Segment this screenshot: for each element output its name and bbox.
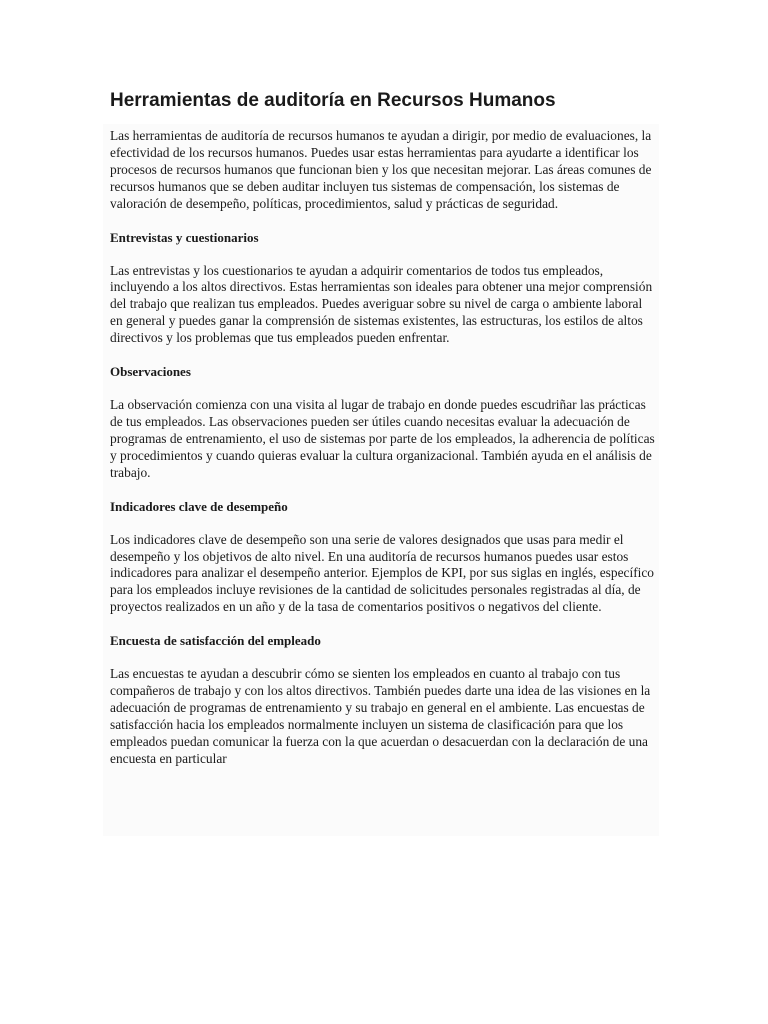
document-title: Herramientas de auditoría en Recursos Humanos <box>110 90 556 111</box>
section-body-interviews: Las entrevistas y los cuestionarios te ayudan a adquirir comentarios de todos tus empleados, incluyendo a los altos directivos. Estas herramientas son ideales para obtener una mejor comprensión del trabajo que realizan tus empleados. Puedes averiguar sobre su nivel de carga o ambiente laboral en general y puedes ganar la comprensión de sistemas existentes, las estructuras, los estilos de altos directivos y los problemas que tus empleados pueden enfrentar. <box>110 262 653 346</box>
section-body-kpi: Los indicadores clave de desempeño son una serie de valores designados que usas para medir el desempeño y los objetivos de alto nivel. En una auditoría de recursos humanos puedes usar estos indicadores para analizar el desempeño anterior. Ejemplos de KPI, por sus siglas en inglés, específico para los empleados incluye revisiones de la cantidad de solicitudes personales registradas al día, de proyectos realizados en un año y de la tasa de comentarios positivos o negativos del cliente. <box>110 531 655 615</box>
section-body-observations: La observación comienza con una visita al lugar de trabajo en donde puedes escudriñar las prácticas de tus empleados. Las observaciones pueden ser útiles cuando necesitas evaluar la adecuación de programas de entrenamiento, el uso de sistemas por parte de los empleados, la adherencia de políticas y procedimientos y cuando quieras evaluar la cultura organizacional. También ayuda en el análisis de trabajo. <box>110 397 655 480</box>
document-body <box>110 88 658 768</box>
intro-paragraph: Las herramientas de auditoría de recursos humanos te ayudan a dirigir, por medio de evaluaciones, la efectividad de los recursos humanos. Puedes usar estas herramientas para ayudarte a identificar los procesos de recursos humanos que funcionan bien y los que necesitan mejorar. Las áreas comunes de recursos humanos que se deben auditar incluyen tus sistemas de compensación, los sistemas de valoración de desempeño, políticas, procedimientos, salud y prácticas de seguridad. <box>110 128 652 211</box>
section-heading-interviews: Entrevistas y cuestionarios <box>110 229 259 245</box>
section-heading-survey: Encuesta de satisfacción del empleado <box>110 633 321 649</box>
section-body-survey: Las encuestas te ayudan a descubrir cómo se sienten los empleados en cuanto al trabajo con tus compañeros de trabajo y con los altos directivos. También puedes darte una idea de las visiones en la adecuación de programas de entrenamiento y su trabajo en general en el ambiente. Las encuestas de satisfacción hacia los empleados normalmente incluyen un sistema de clasificación para que los empleados puedan comunicar la fuerza con la que acuerdan o desacuerdan con la declaración de una encuesta en particular <box>110 666 651 766</box>
section-heading-observations: Observaciones <box>110 364 191 380</box>
section-heading-kpi: Indicadores clave de desempeño <box>110 498 288 514</box>
